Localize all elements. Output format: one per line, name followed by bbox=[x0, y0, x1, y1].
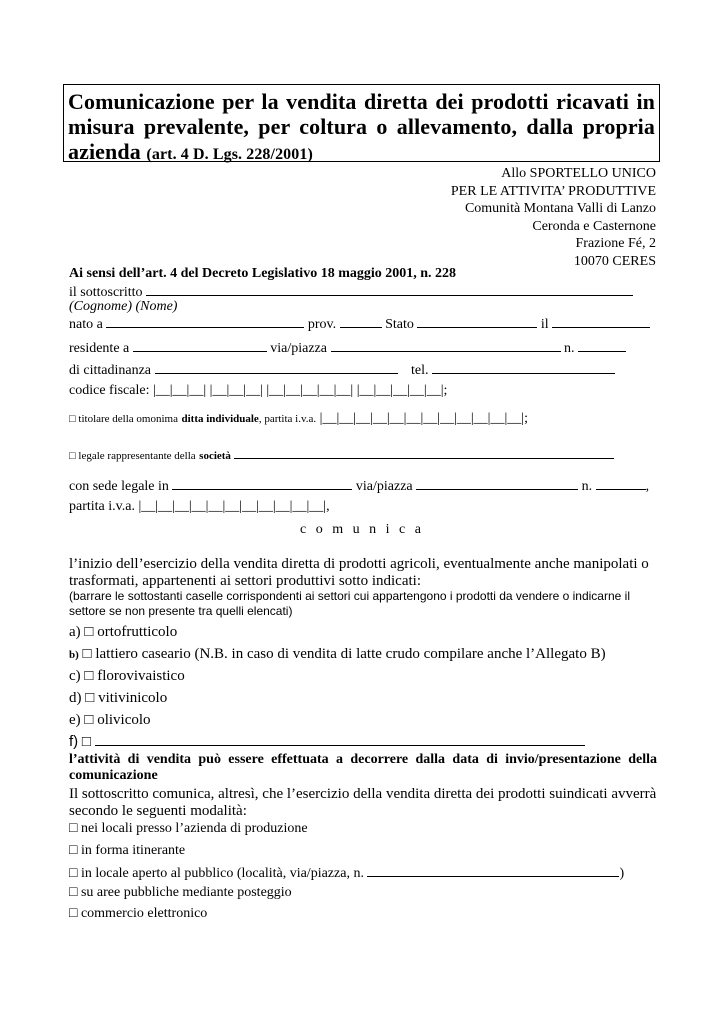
other-sector-field[interactable] bbox=[95, 733, 585, 746]
address-line: Allo SPORTELLO UNICO bbox=[501, 166, 656, 181]
titolare-suffix: , partita i.v.a. bbox=[258, 413, 317, 425]
numero-label: n. bbox=[564, 341, 575, 356]
numero-label: n. bbox=[581, 479, 593, 494]
sector-b[interactable] bbox=[69, 646, 606, 663]
ditta-individuale-label: ditta individuale bbox=[181, 413, 259, 425]
modalita-option-itinerante[interactable]: □ in forma itinerante bbox=[69, 843, 186, 858]
piva-boxes[interactable]: |__|__|__|__|__|__|__|__|__|__|__|__|; bbox=[319, 411, 528, 426]
address-line: Frazione Fé, 2 bbox=[575, 236, 656, 251]
sector-letter: f) bbox=[69, 733, 79, 750]
title-box bbox=[63, 84, 660, 162]
sector-e[interactable] bbox=[69, 712, 151, 729]
modalita-option-commercio-elettronico[interactable]: □ commercio elettronico bbox=[69, 906, 208, 921]
comune-residenza-field[interactable] bbox=[133, 339, 267, 352]
cittadinanza-label: di cittadinanza bbox=[69, 363, 152, 378]
sector-letter: c) bbox=[69, 668, 81, 684]
residente-label: residente a bbox=[69, 341, 130, 356]
address-line: Ceronda e Casternone bbox=[532, 218, 656, 234]
cittadinanza-field[interactable] bbox=[155, 361, 398, 374]
sottoscritto-field[interactable] bbox=[146, 283, 633, 296]
legal-reference: Ai sensi dell’art. 4 del Decreto Legislativo 18 maggio 2001, n. 228 bbox=[69, 266, 457, 281]
luogo-nascita-field[interactable] bbox=[106, 315, 304, 328]
indirizzo-residenza-field[interactable] bbox=[331, 339, 561, 352]
checkbox-icon[interactable]: □ bbox=[84, 712, 94, 728]
checkbox-icon[interactable]: □ bbox=[82, 646, 92, 662]
piva-boxes-societa[interactable]: |__|__|__|__|__|__|__|__|__|__|__|, bbox=[138, 499, 330, 514]
address-line: PER LE ATTIVITA’ PRODUTTIVE bbox=[450, 183, 656, 199]
checkbox-icon[interactable]: □ bbox=[84, 668, 94, 684]
address-line: Comunità Montana Valli di Lanzo bbox=[464, 201, 656, 216]
sector-label: olivicolo bbox=[97, 712, 151, 728]
locale-pubblico-field[interactable] bbox=[367, 864, 619, 877]
tel-label: tel. bbox=[411, 363, 429, 378]
modalita-intro: Il sottoscritto comunica, altresì, che l’esercizio della vendita diretta dei prodotti suindicati avverrà secondo le seguenti modalità: bbox=[69, 786, 657, 819]
intro-note: (barrare le sottostanti caselle corrispondenti ai settori cui appartengono i prodotti da vendere o indicarne il settore se non presente tra quelli elencati) bbox=[69, 589, 630, 618]
comunica-heading: c o m u n i c a bbox=[300, 522, 424, 537]
modalita-option-aree-pubbliche[interactable]: □ su aree pubbliche mediante posteggio bbox=[69, 885, 292, 900]
modalita-label[interactable]: □ in locale aperto al pubblico (località, via/piazza, n. bbox=[69, 866, 364, 881]
closing-paren: ) bbox=[619, 866, 625, 881]
sector-letter: e) bbox=[69, 712, 81, 728]
address-line: 10070 CERES bbox=[573, 253, 656, 269]
stato-field[interactable] bbox=[417, 315, 537, 328]
sector-letter: a) bbox=[69, 624, 81, 640]
document-title bbox=[68, 89, 655, 167]
il-label: il bbox=[540, 317, 549, 332]
telefono-field[interactable] bbox=[432, 361, 615, 374]
stato-label: Stato bbox=[385, 317, 414, 332]
modalita-option-locale-pubblico[interactable] bbox=[69, 864, 624, 882]
numero-civico-field[interactable] bbox=[578, 339, 626, 352]
cognome-nome-hint: (Cognome) (Nome) bbox=[69, 299, 178, 314]
legale-prefix[interactable]: □ legale rappresentante della bbox=[69, 450, 196, 462]
codice-fiscale-row bbox=[69, 383, 447, 399]
checkbox-icon[interactable]: □ bbox=[84, 624, 94, 640]
codice-fiscale-label: codice fiscale: bbox=[69, 383, 150, 398]
title-law-reference: (art. 4 D. Lgs. 228/2001) bbox=[146, 146, 313, 163]
sector-label: vitivinicolo bbox=[98, 690, 168, 706]
sector-f[interactable] bbox=[69, 733, 585, 751]
intro-text: l’inizio dell’esercizio della vendita diretta di prodotti agricoli, eventualmente anche manipolati o trasformati, appartenenti ai settori produttivi sotto indicati: bbox=[69, 556, 649, 589]
recipient-address bbox=[451, 165, 656, 270]
sector-d[interactable] bbox=[69, 690, 167, 707]
sede-indirizzo-field[interactable] bbox=[416, 477, 578, 490]
cittadinanza-row bbox=[69, 361, 615, 379]
legale-row bbox=[69, 446, 614, 464]
titolare-row bbox=[69, 411, 528, 427]
societa-label: società bbox=[199, 450, 231, 462]
residenza-row bbox=[69, 339, 626, 357]
sector-c[interactable] bbox=[69, 668, 185, 685]
sede-legale-field[interactable] bbox=[172, 477, 352, 490]
piva-label: partita i.v.a. bbox=[69, 499, 135, 514]
sottoscritto-label: il sottoscritto bbox=[69, 285, 143, 300]
modalita-option-locali[interactable]: □ nei locali presso l’azienda di produzione bbox=[69, 821, 308, 836]
activity-note: l’attività di vendita può essere effettuata a decorrere dalla data di invio/presentazione della comunicazione bbox=[69, 752, 657, 783]
sede-legale-label: con sede legale in bbox=[69, 479, 169, 494]
prov-label: prov. bbox=[307, 317, 337, 332]
titolare-prefix[interactable]: □ titolare della omonima bbox=[69, 413, 178, 425]
provincia-field[interactable] bbox=[340, 315, 382, 328]
checkbox-icon[interactable]: □ bbox=[81, 734, 91, 750]
nato-a-label: nato a bbox=[69, 317, 103, 332]
sede-numero-field[interactable] bbox=[596, 477, 646, 490]
via-piazza-label: via/piazza bbox=[270, 341, 327, 356]
data-nascita-field[interactable] bbox=[552, 315, 650, 328]
checkbox-icon[interactable]: □ bbox=[85, 690, 95, 706]
sector-letter: d) bbox=[69, 690, 82, 706]
nascita-row bbox=[69, 315, 650, 333]
via-piazza-label: via/piazza bbox=[355, 479, 413, 494]
sector-a[interactable] bbox=[69, 624, 177, 641]
sector-letter: b) bbox=[69, 649, 79, 661]
title-main: Comunicazione per la vendita diretta dei prodotti ricavati in misura prevalente, per coltura o allevamento, dalla propria azienda bbox=[68, 89, 655, 164]
sector-label: florovivaistico bbox=[97, 668, 185, 684]
societa-field[interactable] bbox=[234, 446, 614, 459]
sector-label: ortofrutticolo bbox=[97, 624, 178, 640]
sector-label: lattiero caseario (N.B. in caso di vendita di latte crudo compilare anche l’Allegato B) bbox=[95, 646, 606, 662]
sede-legale-row: con sede legale in via/piazza n. , bbox=[69, 479, 650, 494]
codice-fiscale-boxes[interactable]: |__|__|__| |__|__|__| |__|__|__|__|__| |__|__|__|__|__|; bbox=[152, 383, 448, 398]
piva-societa-row bbox=[69, 499, 330, 515]
